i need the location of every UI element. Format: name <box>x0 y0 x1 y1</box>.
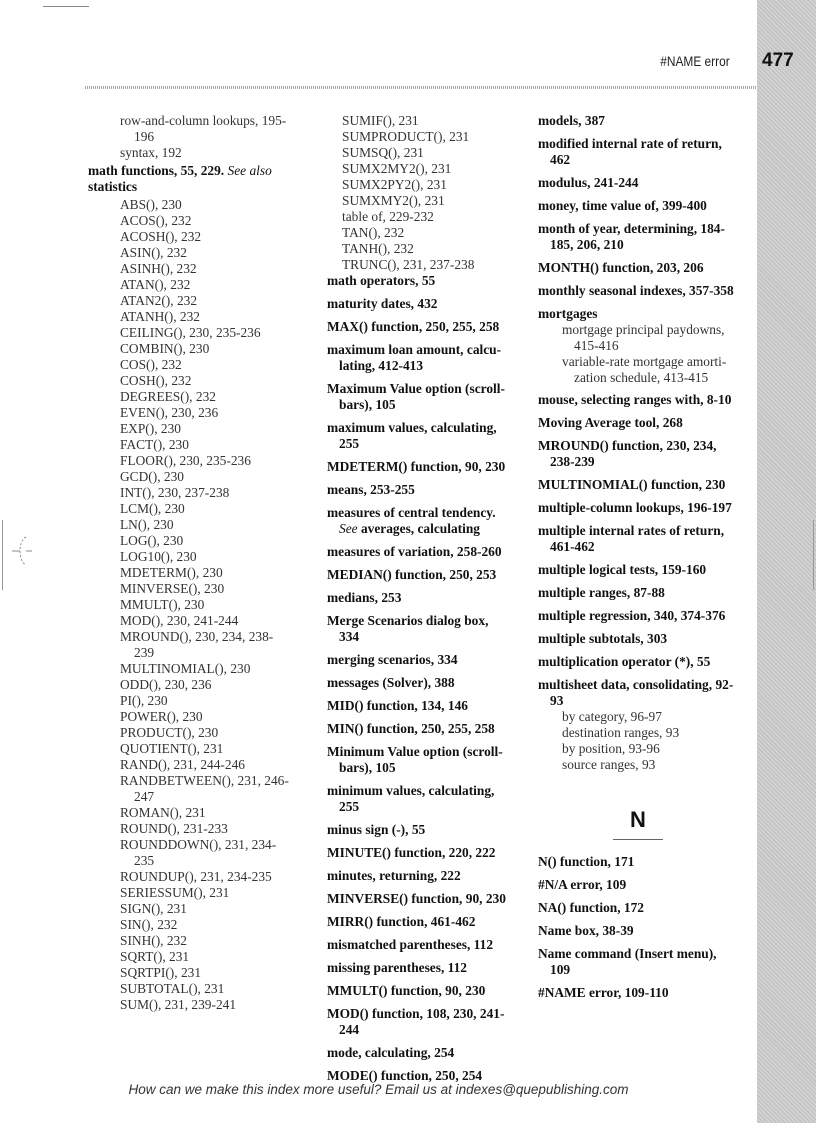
index-subentry <box>538 709 738 725</box>
entry-text: mortgage principal paydowns, 415-416 <box>562 322 725 353</box>
entry-text: math functions, 55, 229. <box>88 163 225 178</box>
entry-text: LN(), 230 <box>120 517 174 532</box>
index-subentry <box>88 293 293 309</box>
entry-text: mouse, selecting ranges with, 8-10 <box>538 392 732 407</box>
margin-cut-line-right <box>813 520 814 590</box>
index-subentry <box>88 517 293 533</box>
entry-text: missing parentheses, 112 <box>327 960 467 975</box>
entry-text: ODD(), 230, 236 <box>120 677 212 692</box>
entry-text: MAX() function, 250, 255, 258 <box>327 319 500 334</box>
entry-text: mode, calculating, 254 <box>327 1045 455 1060</box>
entry-text: SQRTPI(), 231 <box>120 965 202 980</box>
index-entry <box>327 868 507 884</box>
entry-text: MINUTE() function, 220, 222 <box>327 845 496 860</box>
entry-text: ACOS(), 232 <box>120 213 192 228</box>
index-entry <box>538 923 738 939</box>
index-subentry <box>88 437 293 453</box>
entry-text: multiple-column lookups, 196-197 <box>538 500 732 515</box>
index-subentry <box>88 421 293 437</box>
index-entry <box>327 296 507 312</box>
index-subentry <box>538 725 738 741</box>
entry-text: minus sign (-), 55 <box>327 822 426 837</box>
entry-text: multiple logical tests, 159-160 <box>538 562 707 577</box>
entry-text: SUMIF(), 231 <box>342 113 419 128</box>
entry-text: MROUND(), 230, 234, 238-239 <box>120 629 274 660</box>
index-subentry <box>538 322 738 354</box>
index-subentry <box>88 949 293 965</box>
entry-text: MDETERM(), 230 <box>120 565 223 580</box>
entry-text: maximum values, calculating, 255 <box>327 420 497 451</box>
entry-text: TRUNC(), 231, 237-238 <box>342 257 475 272</box>
index-subentry <box>88 197 293 213</box>
entry-text: QUOTIENT(), 231 <box>120 741 224 756</box>
footer-note: How can we make this index more useful? Email us at indexes@quepublishing.com <box>128 1082 629 1097</box>
index-subentry <box>88 501 293 517</box>
entry-text: merging scenarios, 334 <box>327 652 458 667</box>
index-subentry <box>88 805 293 821</box>
index-entry <box>327 590 507 606</box>
entry-text: maturity dates, 432 <box>327 296 438 311</box>
entry-text: COS(), 232 <box>120 357 182 372</box>
index-entry <box>327 342 507 374</box>
entry-text: ROMAN(), 231 <box>120 805 206 820</box>
entry-text: SUMX2PY2(), 231 <box>342 177 447 192</box>
index-subentry <box>327 193 507 209</box>
index-subentry <box>327 145 507 161</box>
entry-text: SUM(), 231, 239-241 <box>120 997 237 1012</box>
index-entry <box>538 283 738 299</box>
index-entry <box>327 891 507 907</box>
entry-text: messages (Solver), 388 <box>327 675 455 690</box>
entry-text: INT(), 230, 237-238 <box>120 485 230 500</box>
entry-text: ROUND(), 231-233 <box>120 821 228 836</box>
entry-text: Moving Average tool, 268 <box>538 415 683 430</box>
index-subentry <box>88 453 293 469</box>
index-entry <box>327 822 507 838</box>
entry-text: #N/A error, 109 <box>538 877 627 892</box>
letter-heading: N <box>630 807 646 832</box>
entry-text: MMULT() function, 90, 230 <box>327 983 486 998</box>
index-subentry <box>88 277 293 293</box>
index-subentry <box>88 213 293 229</box>
entry-text: N() function, 171 <box>538 854 635 869</box>
entry-text: multisheet data, consolidating, 92-93 <box>538 677 734 708</box>
index-subentry <box>538 354 738 386</box>
index-entry <box>327 613 507 645</box>
index-entry <box>538 654 738 670</box>
index-subentry <box>88 629 293 661</box>
entry-text: MROUND() function, 230, 234, 238-239 <box>538 438 717 469</box>
index-entry <box>538 500 738 516</box>
index-entry <box>538 113 738 129</box>
entry-text: table of, 229-232 <box>342 209 434 224</box>
index-subentry <box>88 373 293 389</box>
entry-text: row-and-column lookups, 195-196 <box>120 113 287 144</box>
index-entry <box>327 960 507 976</box>
index-subentry <box>88 821 293 837</box>
entry-text: by position, 93-96 <box>562 741 660 756</box>
index-entry <box>327 420 507 452</box>
index-entry <box>538 677 738 709</box>
entry-text: MEDIAN() function, 250, 253 <box>327 567 497 582</box>
index-entry <box>538 877 738 893</box>
index-subentry <box>88 981 293 997</box>
entry-text: MDETERM() function, 90, 230 <box>327 459 506 474</box>
index-subentry <box>88 485 293 501</box>
index-entry <box>327 675 507 691</box>
index-subentry <box>88 357 293 373</box>
margin-cut-line-left <box>2 520 3 590</box>
page-thumb-tab <box>757 0 816 1123</box>
index-entry <box>327 567 507 583</box>
index-subentry <box>88 613 293 629</box>
entry-text: MMULT(), 230 <box>120 597 205 612</box>
index-entry <box>538 392 738 408</box>
index-entry <box>327 319 507 335</box>
crop-mark-line <box>43 6 89 7</box>
index-entry <box>327 845 507 861</box>
index-subentry <box>88 145 293 161</box>
entry-text: SUMPRODUCT(), 231 <box>342 129 470 144</box>
index-entry <box>327 983 507 999</box>
entry-text: Maximum Value option (scroll-bars), 105 <box>327 381 505 412</box>
index-entry <box>538 198 738 214</box>
index-subentry <box>88 901 293 917</box>
index-subentry <box>88 341 293 357</box>
index-entry <box>327 914 507 930</box>
index-column-3 <box>538 113 738 1008</box>
entry-text: EVEN(), 230, 236 <box>120 405 219 420</box>
entry-text: means, 253-255 <box>327 482 415 497</box>
entry-text: FLOOR(), 230, 235-236 <box>120 453 251 468</box>
index-subentry <box>327 113 507 129</box>
index-subentry <box>327 257 507 273</box>
index-subentry <box>327 161 507 177</box>
index-subentry <box>88 741 293 757</box>
entry-text: GCD(), 230 <box>120 469 184 484</box>
index-entry <box>327 1045 507 1061</box>
entry-text: MONTH() function, 203, 206 <box>538 260 704 275</box>
index-entry <box>538 946 738 978</box>
entry-text: measures of central tendency. <box>327 505 496 520</box>
entry-text: COMBIN(), 230 <box>120 341 210 356</box>
index-subentry <box>88 965 293 981</box>
entry-text: SUMX2MY2(), 231 <box>342 161 452 176</box>
entry-text: ATANH(), 232 <box>120 309 201 324</box>
index-entry <box>327 505 507 537</box>
entry-text: minimum values, calculating, 255 <box>327 783 495 814</box>
cross-reference-target: averages, calculating <box>360 521 480 536</box>
entry-text: FACT(), 230 <box>120 437 189 452</box>
entry-text: ATAN2(), 232 <box>120 293 198 308</box>
entry-text: SIN(), 232 <box>120 917 178 932</box>
index-entry <box>327 459 507 475</box>
entry-text: multiple subtotals, 303 <box>538 631 668 646</box>
entry-text: SIGN(), 231 <box>120 901 187 916</box>
index-subentry <box>88 773 293 805</box>
index-subentry <box>538 741 738 757</box>
entry-text: multiple regression, 340, 374-376 <box>538 608 726 623</box>
index-entry <box>538 608 738 624</box>
entry-text: LOG(), 230 <box>120 533 184 548</box>
index-subentry <box>88 113 293 145</box>
index-entry <box>327 273 507 289</box>
index-entry <box>327 783 507 815</box>
index-subentry <box>88 677 293 693</box>
entry-text: syntax, 192 <box>120 145 182 160</box>
index-subentry <box>88 229 293 245</box>
running-head: #NAME error <box>660 53 730 69</box>
entry-text: ROUNDUP(), 231, 234-235 <box>120 869 272 884</box>
index-subentry <box>327 209 507 225</box>
entry-text: measures of variation, 258-260 <box>327 544 502 559</box>
entry-text: EXP(), 230 <box>120 421 181 436</box>
entry-text: TAN(), 232 <box>342 225 405 240</box>
entry-text: monthly seasonal indexes, 357-358 <box>538 283 734 298</box>
cross-reference-target: statistics <box>88 179 138 194</box>
index-entry <box>538 900 738 916</box>
index-entry <box>327 652 507 668</box>
entry-text: ATAN(), 232 <box>120 277 191 292</box>
index-subentry <box>327 129 507 145</box>
entry-text: Merge Scenarios dialog box, 334 <box>327 613 489 644</box>
entry-text: NA() function, 172 <box>538 900 645 915</box>
index-entry <box>538 175 738 191</box>
entry-text: DEGREES(), 232 <box>120 389 216 404</box>
index-entry <box>327 381 507 413</box>
index-entry <box>327 544 507 560</box>
entry-text: models, 387 <box>538 113 605 128</box>
index-entry <box>88 163 293 195</box>
index-entry <box>538 136 738 168</box>
entry-text: maximum loan amount, calcu-lating, 412-413 <box>327 342 502 373</box>
index-subentry <box>88 693 293 709</box>
entry-text: modulus, 241-244 <box>538 175 639 190</box>
entry-text: COSH(), 232 <box>120 373 192 388</box>
index-subentry <box>88 405 293 421</box>
index-column-2 <box>327 113 507 1091</box>
entry-text: MINVERSE() function, 90, 230 <box>327 891 506 906</box>
entry-text: medians, 253 <box>327 590 402 605</box>
index-entry <box>538 585 738 601</box>
index-entry <box>538 438 738 470</box>
entry-text: math operators, 55 <box>327 273 436 288</box>
page-number: 477 <box>762 50 794 71</box>
entry-text: CEILING(), 230, 235-236 <box>120 325 261 340</box>
entry-text: MIN() function, 250, 255, 258 <box>327 721 495 736</box>
letter-heading-rule <box>613 839 663 840</box>
entry-text: multiplication operator (*), 55 <box>538 654 711 669</box>
entry-text: multiple internal rates of return, 461-462 <box>538 523 725 554</box>
entry-text: ABS(), 230 <box>120 197 182 212</box>
entry-text: source ranges, 93 <box>562 757 656 772</box>
index-entry <box>327 937 507 953</box>
index-subentry <box>88 661 293 677</box>
index-subentry <box>327 241 507 257</box>
index-subentry <box>88 261 293 277</box>
entry-text: MINVERSE(), 230 <box>120 581 225 596</box>
index-subentry <box>538 757 738 773</box>
header-rule <box>85 86 757 89</box>
entry-text: MOD() function, 108, 230, 241-244 <box>327 1006 505 1037</box>
index-entry <box>327 721 507 737</box>
entry-text: LOG10(), 230 <box>120 549 197 564</box>
entry-text: SUMSQ(), 231 <box>342 145 424 160</box>
index-subentry <box>88 725 293 741</box>
entry-text: SUBTOTAL(), 231 <box>120 981 225 996</box>
entry-text: MULTINOMIAL() function, 230 <box>538 477 726 492</box>
index-subentry <box>88 917 293 933</box>
entry-text: PI(), 230 <box>120 693 168 708</box>
index-subentry <box>88 245 293 261</box>
entry-text: multiple ranges, 87-88 <box>538 585 665 600</box>
entry-text: destination ranges, 93 <box>562 725 680 740</box>
index-entry <box>327 698 507 714</box>
index-subentry <box>327 225 507 241</box>
entry-text: modified internal rate of return, 462 <box>538 136 722 167</box>
index-subentry <box>88 869 293 885</box>
index-entry <box>538 985 738 1001</box>
index-entry <box>327 482 507 498</box>
entry-text: SERIESSUM(), 231 <box>120 885 230 900</box>
index-entry <box>327 744 507 776</box>
entry-text: RAND(), 231, 244-246 <box>120 757 245 772</box>
entry-text: MIRR() function, 461-462 <box>327 914 476 929</box>
index-subentry <box>88 933 293 949</box>
entry-text: money, time value of, 399-400 <box>538 198 707 213</box>
index-subentry <box>88 309 293 325</box>
index-subentry <box>88 837 293 869</box>
index-subentry <box>88 581 293 597</box>
see-also-label: See also <box>227 163 272 178</box>
entry-text: month of year, determining, 184-185, 206, 210 <box>538 221 725 252</box>
entry-text: LCM(), 230 <box>120 501 185 516</box>
entry-text: minutes, returning, 222 <box>327 868 461 883</box>
index-subentry <box>88 469 293 485</box>
index-subentry <box>88 389 293 405</box>
entry-text: TANH(), 232 <box>342 241 414 256</box>
entry-text: ASIN(), 232 <box>120 245 187 260</box>
entry-text: Name command (Insert menu), 109 <box>538 946 717 977</box>
registration-mark-icon <box>12 533 32 569</box>
entry-text: MID() function, 134, 146 <box>327 698 468 713</box>
entry-text: by category, 96-97 <box>562 709 662 724</box>
entry-text: MULTINOMIAL(), 230 <box>120 661 251 676</box>
entry-text: mismatched parentheses, 112 <box>327 937 494 952</box>
see-also-label: See <box>339 521 358 536</box>
index-entry <box>538 523 738 555</box>
index-entry <box>538 477 738 493</box>
entry-text: ACOSH(), 232 <box>120 229 202 244</box>
entry-text: #NAME error, 109-110 <box>538 985 669 1000</box>
index-subentry <box>327 177 507 193</box>
entry-text: mortgages <box>538 306 598 321</box>
entry-text: variable-rate mortgage amorti-zation schedule, 413-415 <box>562 354 727 385</box>
entry-text: SQRT(), 231 <box>120 949 190 964</box>
entry-text: ASINH(), 232 <box>120 261 197 276</box>
entry-text: POWER(), 230 <box>120 709 203 724</box>
entry-text: Minimum Value option (scroll-bars), 105 <box>327 744 503 775</box>
index-entry <box>538 854 738 870</box>
entry-text: MOD(), 230, 241-244 <box>120 613 239 628</box>
index-entry <box>538 260 738 276</box>
index-column-1 <box>88 113 293 1013</box>
index-subentry <box>88 709 293 725</box>
entry-text: SUMXMY2(), 231 <box>342 193 445 208</box>
index-subentry <box>88 533 293 549</box>
index-entry <box>538 415 738 431</box>
entry-text: MODE() function, 250, 254 <box>327 1068 483 1083</box>
index-subentry <box>88 549 293 565</box>
index-entry <box>538 221 738 253</box>
index-entry <box>538 631 738 647</box>
index-entry <box>327 1006 507 1038</box>
index-entry <box>538 562 738 578</box>
index-subentry <box>88 757 293 773</box>
index-subentry <box>88 597 293 613</box>
index-subentry <box>88 885 293 901</box>
index-subentry <box>88 997 293 1013</box>
entry-text: PRODUCT(), 230 <box>120 725 219 740</box>
index-entry <box>538 306 738 322</box>
index-subentry <box>88 565 293 581</box>
entry-text: SINH(), 232 <box>120 933 187 948</box>
index-subentry <box>88 325 293 341</box>
entry-text: ROUNDDOWN(), 231, 234-235 <box>120 837 277 868</box>
entry-text: Name box, 38-39 <box>538 923 634 938</box>
entry-text: RANDBETWEEN(), 231, 246-247 <box>120 773 289 804</box>
